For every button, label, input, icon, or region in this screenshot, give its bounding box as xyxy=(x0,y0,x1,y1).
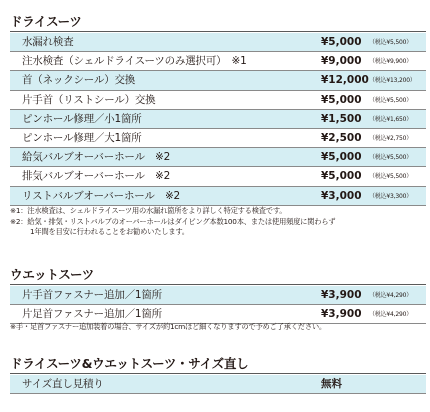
item-name: サイズ直し見積り xyxy=(22,378,104,390)
size-adjustment-title: ドライスーツ&ウエットスーツ・サイズ直し xyxy=(10,356,426,374)
item-name: 注水検査（シェルドライスーツのみ選択可） ※1 xyxy=(22,55,247,68)
footnote: ※手・足首ファスナー追加装着の場合、サイズが約1cmほど細くなりますので予めご了承ください。 xyxy=(10,322,326,331)
item-name: 片手首ファスナー追加／1箇所 xyxy=(22,289,162,301)
item-price: 無料 xyxy=(321,378,342,390)
item-price: ¥5,000 xyxy=(321,36,362,48)
footnote: ※2：給気・排気・リストバルブのオーバーホールはダイビング本数100本、または使用頻度に関わらず xyxy=(10,216,336,226)
item-tax-price: （税込¥4,290） xyxy=(369,292,412,299)
item-price: ¥3,900 xyxy=(321,289,362,301)
wet-suit-section xyxy=(10,267,426,324)
footnote: 1年間を目安に行われることをお勧めいたします。 xyxy=(30,227,189,236)
price-row xyxy=(10,91,426,110)
item-price: ¥3,000 xyxy=(321,189,362,202)
dry-suit-notes xyxy=(10,206,335,238)
price-row xyxy=(10,187,426,206)
item-name: 片足首ファスナー追加／1箇所 xyxy=(22,308,162,321)
item-tax-price: （税込¥5,500） xyxy=(369,154,412,162)
item-price: ¥5,000 xyxy=(321,93,362,106)
item-name: 排気バルブオーバーホール ※2 xyxy=(22,170,171,183)
price-row xyxy=(10,33,426,52)
item-tax-price: （税込¥5,500） xyxy=(369,96,412,104)
item-tax-price: （税込¥13,200） xyxy=(369,77,416,85)
wet-suit-price-list xyxy=(10,286,426,324)
price-row xyxy=(10,110,426,129)
price-row xyxy=(10,129,426,148)
item-name: ピンホール修理／小1箇所 xyxy=(22,112,142,125)
item-price: ¥12,000 xyxy=(321,74,369,87)
dry-suit-section xyxy=(10,14,426,206)
item-name: 水漏れ検査 xyxy=(22,36,74,48)
item-price: ¥9,000 xyxy=(321,55,362,68)
item-tax-price: （税込¥1,650） xyxy=(369,115,412,123)
item-tax-price: （税込¥2,750） xyxy=(369,134,412,142)
dry-suit-price-list xyxy=(10,33,426,206)
item-price: ¥1,500 xyxy=(321,112,362,125)
item-tax-price: （税込¥4,290） xyxy=(369,311,412,319)
item-name: 片手首（リストシール）交換 xyxy=(22,93,156,106)
price-row xyxy=(10,71,426,90)
item-name: リストバルブオーバーホール ※2 xyxy=(22,189,181,202)
item-name: 首（ネックシール）交換 xyxy=(22,74,136,87)
item-tax-price: （税込¥3,300） xyxy=(369,192,412,200)
item-tax-price: （税込¥5,500） xyxy=(369,173,412,181)
wet-suit-title: ウエットスーツ xyxy=(10,267,426,285)
item-price: ¥5,000 xyxy=(321,170,362,183)
price-row xyxy=(10,148,426,167)
item-price: ¥2,500 xyxy=(321,131,362,144)
size-adjustment-section xyxy=(10,356,426,394)
item-price: ¥3,900 xyxy=(321,308,362,321)
item-tax-price: （税込¥5,500） xyxy=(369,39,412,46)
price-row xyxy=(10,375,426,394)
item-name: ピンホール修理／大1箇所 xyxy=(22,131,142,144)
item-name: 給気バルブオーバーホール ※2 xyxy=(22,151,171,164)
wet-suit-notes xyxy=(10,322,326,333)
price-row xyxy=(10,52,426,71)
size-price-list xyxy=(10,375,426,394)
price-row xyxy=(10,286,426,305)
price-row xyxy=(10,167,426,186)
item-price: ¥5,000 xyxy=(321,151,362,164)
dry-suit-title: ドライスーツ xyxy=(10,14,426,32)
footnote: ※1：注水検査は、シェルドライスーツ用の水漏れ箇所をより詳しく特定する検査です。 xyxy=(10,206,287,215)
item-tax-price: （税込¥9,900） xyxy=(369,58,412,66)
